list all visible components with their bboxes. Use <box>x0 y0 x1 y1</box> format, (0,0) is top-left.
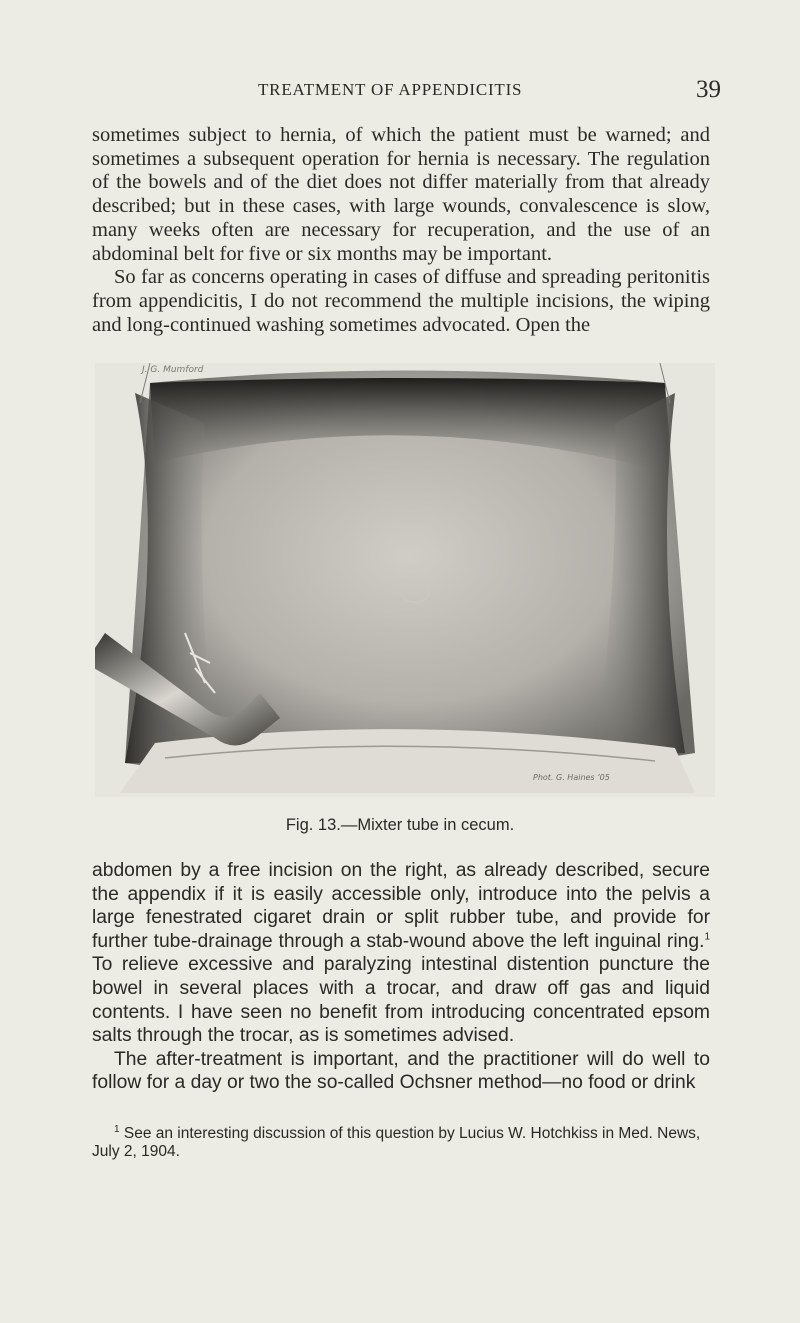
paragraph-abdomen <box>92 859 710 1048</box>
running-head: TREATMENT OF APPENDICITIS <box>258 80 523 99</box>
footnote-text: See an interesting discussion of this question by Lucius W. Hotchkiss in Med. News, July 2, 1904. <box>92 1125 701 1160</box>
top-text-block <box>92 124 710 337</box>
bottom-text-block <box>92 859 710 1095</box>
paragraph-abdomen-main: abdomen by a free incision on the right, as already described, secure the appendix if it is easily accessible only, introduce into the pelvis a large fenestrated cigaret drain or split rubber tube, and provide for further tube-drainage through a stab-wound above the left inguinal ring. <box>92 860 710 952</box>
page-number: 39 <box>696 76 721 103</box>
artist-signature: J. G. Mumford <box>142 365 204 375</box>
paragraph-abdomen-tail: To relieve excessive and paralyzing intestinal distention puncture the bowel in several places with a trocar, and draw off gas and liquid contents. I have seen no benefit from introducing concentrated epsom salts through the trocar, as is sometimes advised. <box>92 954 710 1047</box>
footnote <box>92 1125 712 1160</box>
abdomen-illustration <box>95 363 715 797</box>
figure-mixter-tube <box>95 363 715 797</box>
paragraph-peritonitis: So far as concerns operating in cases of diffuse and spreading peritonitis from appendicitis, I do not recommend the multiple incisions, the wiping and long-continued washing sometimes advocated. Open the <box>92 266 710 336</box>
paragraph-hernia: sometimes subject to hernia, of which the patient must be warned; and sometimes a subsequent operation for hernia is necessary. The regulation of the bowels and of the diet does not differ materially from that already described; but in these cases, with large wounds, convalescence is slow, many weeks often are necessary for recuperation, and the use of an abdominal belt for five or six months may be important. <box>92 124 710 265</box>
paragraph-after-treatment: The after-treatment is important, and the practitioner will do well to follow for a day or two the so-called Ochsner method—no food or drink <box>92 1048 710 1094</box>
figure-caption: Fig. 13.—Mixter tube in cecum. <box>285 816 515 834</box>
page-header <box>0 76 800 108</box>
footnote-marker: 1 <box>114 1123 120 1135</box>
figure-credit: Phot. G. Haines ’05 <box>533 773 610 782</box>
footnote-reference: 1 <box>704 931 710 943</box>
